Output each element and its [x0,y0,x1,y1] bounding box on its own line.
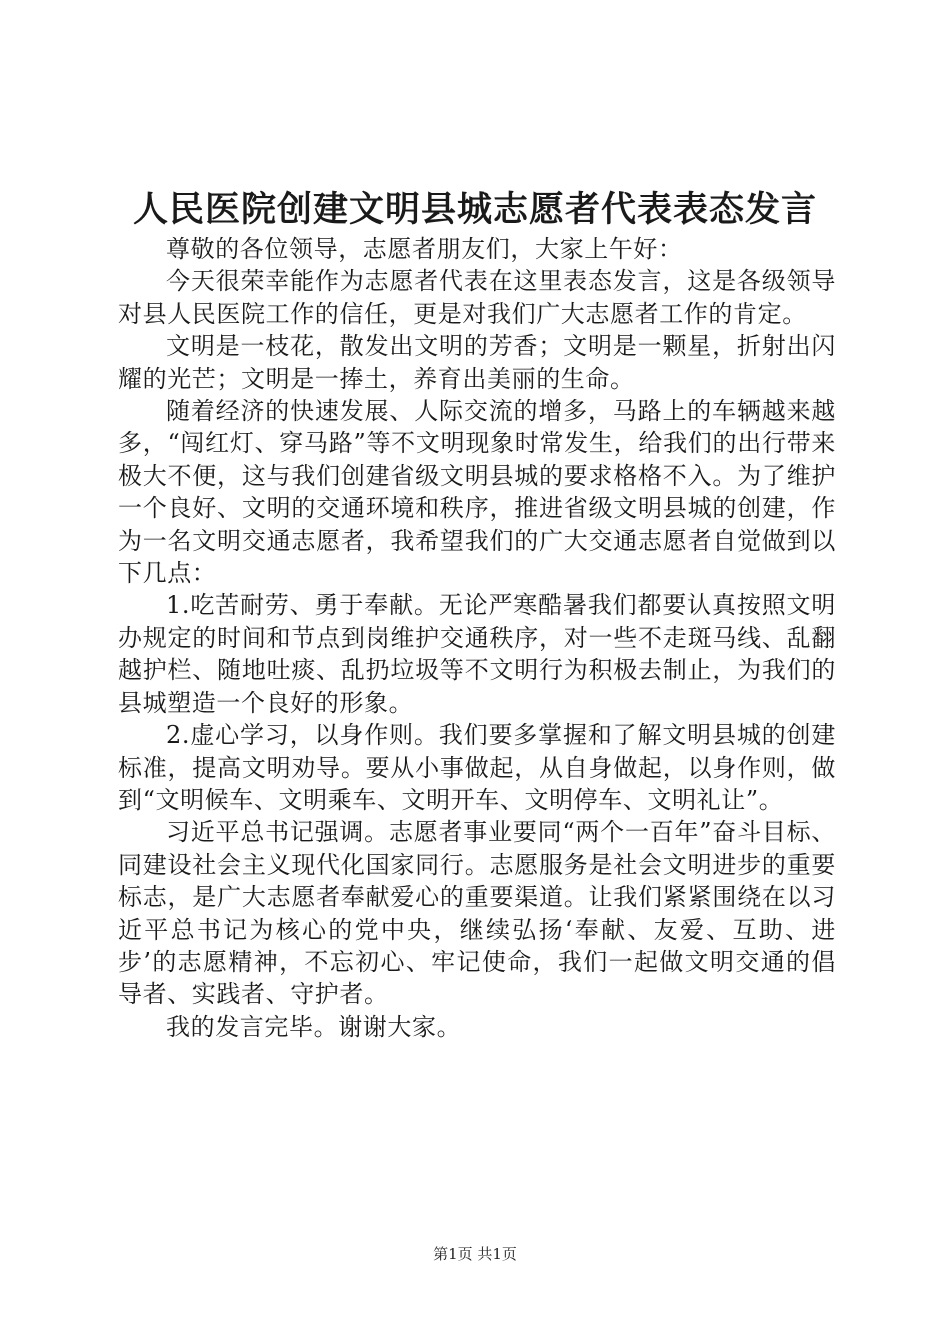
paragraph-closing: 我的发言完毕。谢谢大家。 [166,1012,462,1041]
paragraph-point-2: 2.虚心学习，以身作则。我们要多掌握和了解文明县城的创建标准，提高文明劝导。要从小事做起，从自身做起，以身作则，做到“文明候车、文明乘车、文明开车、文明停车、文明礼让”。 [118,721,836,814]
paragraph-intro: 今天很荣幸能作为志愿者代表在这里表态发言，这是各级领导对县人民医院工作的信任，更是对我们广大志愿者工作的肯定。 [118,267,836,328]
document-body [118,233,836,1043]
paragraph-traffic: 随着经济的快速发展、人际交流的增多，马路上的车辆越来越多，“闯红灯、穿马路”等不文明现象时常发生，给我们的出行带来极大不便，这与我们创建省级文明县城的要求格格不入。为了维护一个良好、文明的交通环境和秩序，推进省级文明县城的创建，作为一名文明交通志愿者，我希望我们的广大交通志愿者自觉做到以下几点： [118,397,836,588]
paragraph-civilization: 文明是一枝花，散发出文明的芳香；文明是一颗星，折射出闪耀的光芒；文明是一捧土，养育出美丽的生命。 [118,332,836,393]
paragraph-xi-quote: 习近平总书记强调。志愿者事业要同“两个一百年”奋斗目标、同建设社会主义现代化国家同行。志愿服务是社会文明进步的重要标志，是广大志愿者奉献爱心的重要渠道。让我们紧紧围绕在以习近平总书记为核心的党中央，继续弘扬‘奉献、友爱、互助、进步’的志愿精神，不忘初心、牢记使命，我们一起做文明交通的倡导者、实践者、守护者。 [118,818,836,1009]
page-number-footer: 第1页 共1页 [433,1245,517,1263]
paragraph-greeting: 尊敬的各位领导，志愿者朋友们，大家上午好： [166,235,683,263]
document-title: 人民医院创建文明县城志愿者代表表态发言 [132,189,817,230]
paragraph-point-1: 1.吃苦耐劳、勇于奉献。无论严寒酷暑我们都要认真按照文明办规定的时间和节点到岗维护交通秩序，对一些不走斑马线、乱翻越护栏、随地吐痰、乱扔垃圾等不文明行为积极去制止，为我们的县城塑造一个良好的形象。 [118,591,836,717]
